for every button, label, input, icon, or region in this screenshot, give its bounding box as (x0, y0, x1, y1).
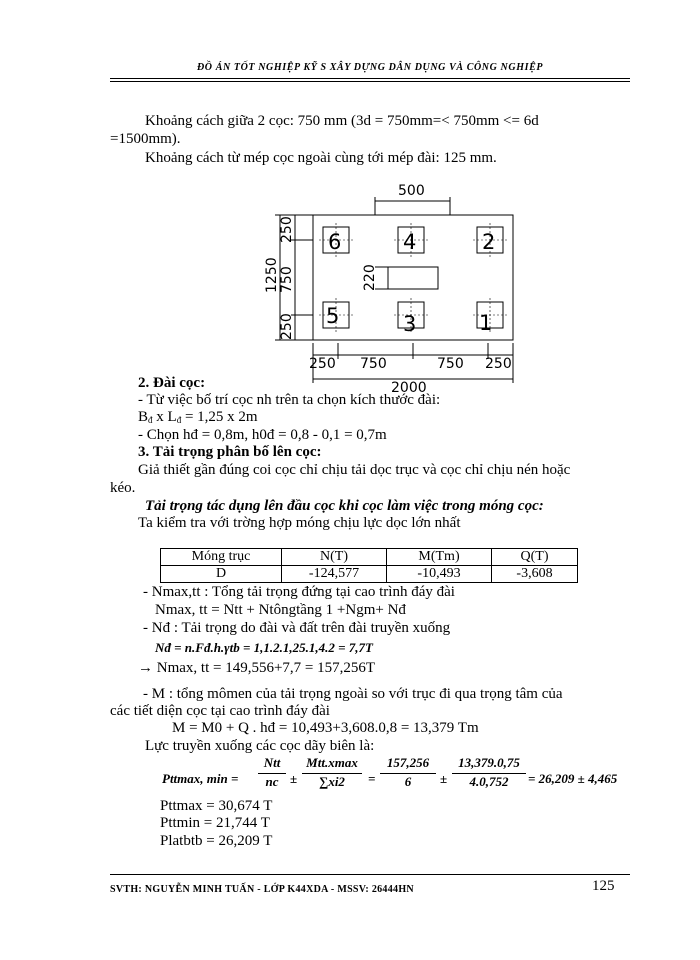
load-table (160, 548, 578, 583)
arrow-right-icon: → (138, 660, 153, 676)
nmax-result: → Nmax, tt = 149,556+7,7 = 157,256T (138, 660, 376, 676)
section-3-para-2: kéo. (110, 480, 136, 496)
pile-label: 3 (403, 312, 417, 336)
moment-desc-1: - M : tổng mômen của tải trọng ngoài so với trục đi qua trọng tâm của (143, 686, 563, 702)
dim-left-250-top: 250 (279, 216, 295, 243)
section-2-line-1: - Từ việc bố trí cọc nh trên ta chọn kích thước đài: (138, 392, 441, 408)
dim-left-250-bot: 250 (279, 313, 295, 340)
dim-bot-2: 750 (360, 356, 387, 372)
pile-label: 1 (479, 311, 493, 335)
dim-left-total: 1250 (264, 257, 280, 293)
pile-label: 5 (326, 304, 340, 328)
intro-line-2: =1500mm). (110, 131, 181, 147)
section-3-subtitle: Tải trọng tác dụng lên đầu cọc khi cọc làm việc trong móng cọc: (145, 498, 544, 514)
p-tb: Platbtb = 26,209 T (160, 833, 273, 849)
moment-desc-2: các tiết diện cọc tại cao trình đáy đài (110, 703, 330, 719)
header-rule-2 (110, 81, 630, 82)
section-3-para-3: Ta kiểm tra với trờng hợp móng chịu lực dọc lớn nhất (138, 515, 461, 531)
dim-bot-1: 250 (309, 356, 336, 372)
section-2-line-2: $B_đ$ x $L_đ = 1,25$ x 2m (138, 409, 258, 425)
table-header: Q(T) (492, 549, 578, 566)
pile-label: 4 (403, 230, 417, 254)
header-rule (110, 78, 630, 79)
table-cell: -124,577 (282, 566, 387, 583)
section-2-line-3: - Chọn hđ = 0,8m, h0đ = 0,8 - 0,1 = 0,7m (138, 427, 387, 443)
nd-desc: - Nđ : Tải trọng do đài và đất trên đài truyền xuống (143, 620, 451, 636)
table-header: Móng trục (161, 549, 282, 566)
table-cell: -10,493 (387, 566, 492, 583)
dim-bot-4: 250 (485, 356, 512, 372)
dim-left-750: 750 (279, 266, 295, 293)
p-max: Pttmax = 30,674 T (160, 798, 273, 814)
page-number: 125 (592, 878, 615, 894)
page-header: ĐỒ ÁN TỐT NGHIỆP KỸ S XÂY DỰNG DÂN DỤNG VÀ CÔNG NGHIỆP (196, 62, 544, 73)
table-cell: -3,608 (492, 566, 578, 583)
section-3-title: 3. Tải trọng phân bố lên cọc: (138, 444, 322, 460)
bullet-icon: - (143, 686, 152, 702)
table-header: N(T) (282, 549, 387, 566)
table-cell: D (161, 566, 282, 583)
force-intro: Lực truyền xuống các cọc dãy biên là: (145, 738, 375, 754)
intro-line-3: Khoảng cách từ mép cọc ngoài cùng tới mép đài: 125 mm. (145, 150, 497, 166)
moment-formula: M = M0 + Q . hđ = 10,493+3,608.0,8 = 13,379 Tm (172, 720, 479, 736)
dim-inner: 220 (362, 264, 378, 291)
dim-bot-3: 750 (437, 356, 464, 372)
intro-line-1: Khoảng cách giữa 2 cọc: 750 mm (3d = 750mm=< 750mm <= 6d (145, 113, 539, 129)
p-min: Pttmin = 21,744 T (160, 815, 270, 831)
table-row (161, 566, 578, 583)
nmax-formula: Nmax, tt = Ntt + Ntôngtầng 1 +Ngm+ Nđ (155, 602, 406, 618)
column-footprint (388, 267, 438, 289)
nmax-desc: - Nmax,tt : Tổng tải trọng đứng tại cao trình đáy đài (143, 584, 455, 600)
pile-label: 2 (482, 230, 496, 254)
footer-rule (110, 874, 630, 875)
dim-bot-total: 2000 (391, 380, 427, 396)
section-2-title: 2. Đài cọc: (138, 375, 206, 391)
pile-cap-diagram (245, 175, 535, 400)
footer-text: SVTH: NGUYỄN MINH TUẤN - LỚP K44XDA - MSSV: 26444HN (110, 884, 414, 895)
section-3-para-1: Giả thiết gần đúng coi cọc chỉ chịu tải dọc trục và cọc chỉ chịu nén hoặc (138, 462, 571, 478)
dim-top: 500 (398, 183, 425, 199)
table-header: M(Tm) (387, 549, 492, 566)
pile-force-formula: Pttmax, min = Ntt nc ± Mtt.xmax ∑xi2 = 157,256 6 ± 13,379.0,75 4.0,752 = 26,209 ± 4,465 (162, 755, 618, 789)
pile-label: 6 (328, 230, 342, 254)
nd-formula: Nđ = n.Fđ.h.γtb = 1,1.2.1,25.1,4.2 = 7,7T (155, 640, 373, 655)
